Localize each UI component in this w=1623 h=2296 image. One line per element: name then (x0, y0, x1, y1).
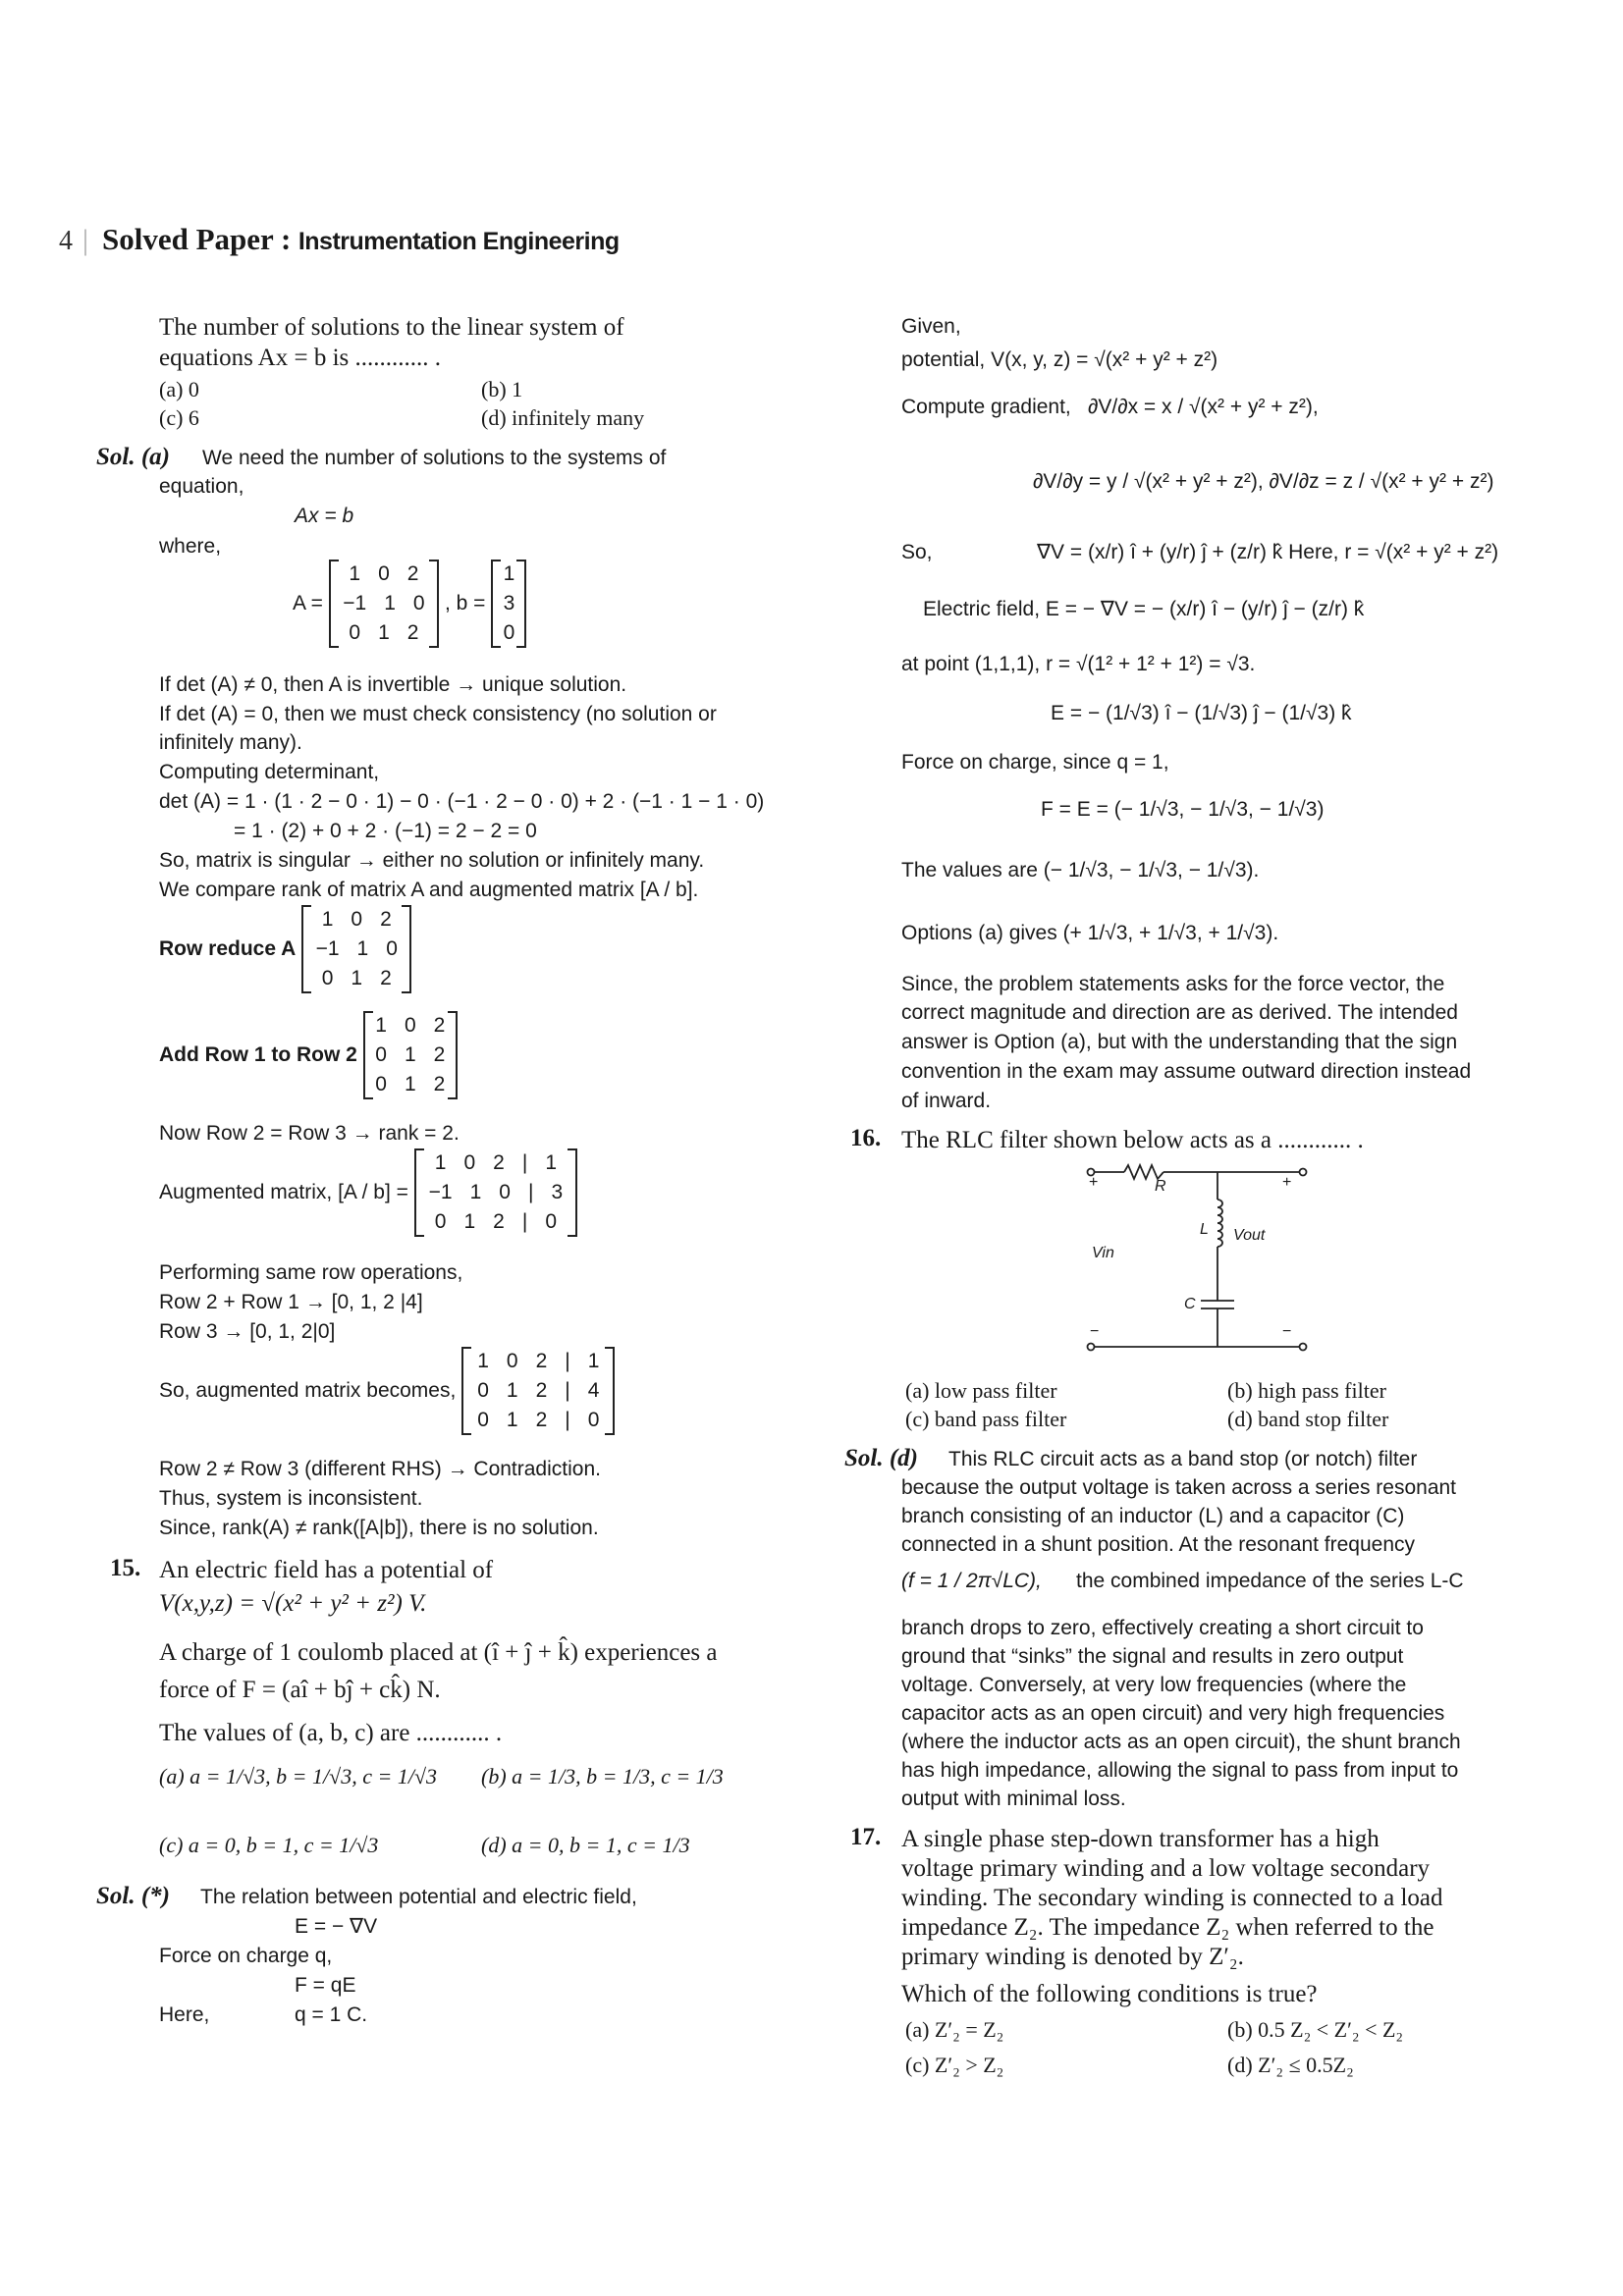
solution-line: We compare rank of matrix A and augmented matrix [A / b]. (159, 879, 699, 901)
option-a: (a) Z′₂ = Z₂ (905, 2017, 1004, 2042)
question-text: force of F = (aî + bĵ + ck̂) N. (159, 1677, 441, 1703)
matrix-A (329, 560, 439, 648)
equation: q = 1 C. (295, 2003, 368, 2026)
solution-heading: Sol. (d) (844, 1445, 918, 1471)
solution-line: voltage. Conversely, at very low frequencies (where the (901, 1674, 1407, 1696)
matrix-row: 1 0 2 (349, 562, 419, 585)
solution-line: the combined impedance of the series L-C (1076, 1570, 1464, 1592)
solution-line: So, (901, 541, 933, 563)
solution-line: The relation between potential and electric field, (200, 1886, 637, 1908)
solution-line: because the output voltage is taken across a series resonant (901, 1476, 1457, 1499)
augmented-block (159, 1148, 577, 1237)
solution-line: branch drops to zero, effectively creating a short circuit to (901, 1617, 1424, 1639)
solution-line: We need the number of solutions to the systems of (202, 447, 667, 469)
option-d: (d) infinitely many (481, 405, 645, 430)
question-number: 15. (110, 1555, 141, 1581)
solution-line: Now Row 2 = Row 3 → rank = 2. (159, 1122, 460, 1145)
equation: E = − (1/√3) î − (1/√3) ĵ − (1/√3) k̂ (1051, 702, 1352, 724)
solution-line: equation, (159, 475, 244, 498)
question-text: An electric field has a potential of (159, 1557, 494, 1583)
question-text: impedance Z₂. The impedance Z₂ when referred to the (901, 1914, 1434, 1941)
option-c: (c) a = 0, b = 1, c = 1/√3 (159, 1833, 379, 1857)
page-header (59, 222, 620, 257)
rlc-circuit-diagram (1085, 1160, 1311, 1357)
output-terminal-bottom (1300, 1344, 1307, 1351)
question-text: primary winding is denoted by Z′₂. (901, 1944, 1244, 1970)
output-terminal-top (1300, 1169, 1307, 1176)
question-text: The values of (a, b, c) are ............ . (159, 1720, 503, 1746)
equation: ∂V/∂y = y / √(x² + y² + z²), ∂V/∂z = z / √(x² + y² + z²) (1033, 470, 1494, 493)
solution-line: Compute gradient, (901, 396, 1071, 418)
equation: Electric field, E = − ∇V = − (x/r) î − (y/r) ĵ − (z/r) k̂ (923, 598, 1365, 620)
solution-line: branch consisting of an inductor (L) and a capacitor (C) (901, 1505, 1405, 1527)
solution-line: Row 2 ≠ Row 3 (different RHS) → Contradiction. (159, 1458, 601, 1480)
solution-line: Thus, system is inconsistent. (159, 1487, 423, 1510)
minus-sign: − (1090, 1323, 1100, 1340)
vector-b: 1 3 0 (491, 560, 526, 648)
solution-line: det (A) = 1 · (1 · 2 − 0 · 1) − 0 · (−1 · 2 − 0 · 0) + 2 · (−1 · 1 − 1 · 0) (159, 790, 765, 813)
option-c: (c) band pass filter (905, 1407, 1067, 1431)
solution-line: has high impedance, allowing the signal to pass from input to (901, 1759, 1459, 1782)
solution-line: Row 3 → [0, 1, 2|0] (159, 1320, 336, 1343)
vin-label: Vin (1092, 1245, 1114, 1261)
header-subtitle: Instrumentation Engineering (298, 228, 620, 255)
equation: E = − ∇V (295, 1915, 378, 1938)
option-b: (b) 1 (481, 377, 523, 401)
vout-label: Vout (1233, 1227, 1266, 1244)
option-b: (b) 0.5 Z₂ < Z′₂ < Z₂ (1227, 2017, 1404, 2042)
solution-heading: Sol. (*) (96, 1883, 170, 1909)
augmented-label: Augmented matrix, [A / b] = (159, 1181, 408, 1203)
solution-line: If det (A) ≠ 0, then A is invertible → unique solution. (159, 673, 627, 696)
header-title: Solved Paper : (102, 222, 292, 256)
question-text: voltage primary winding and a low voltage secondary (901, 1855, 1431, 1882)
solution-line: Force on charge q, (159, 1945, 333, 1967)
matrix-row: 0 1 2 (349, 621, 419, 644)
equation: F = qE (295, 1974, 356, 1997)
matrix-augmented-2: 1 0 2 | 1 0 1 2 | 4 0 1 2 | 0 (461, 1347, 615, 1435)
option-a: (a) 0 (159, 377, 199, 401)
matrix-row: −1 1 0 (343, 592, 425, 614)
equation: The values are (− 1/√3, − 1/√3, − 1/√3). (901, 859, 1260, 881)
question-linear-text2: equations Ax = b is ............ . (159, 345, 442, 371)
equation: ∂V/∂x = x / √(x² + y² + z²), (1088, 396, 1319, 418)
solution-line: potential, V(x, y, z) = √(x² + y² + z²) (901, 348, 1218, 371)
question-number: 16. (850, 1125, 882, 1151)
question-text: Which of the following conditions is true? (901, 1981, 1318, 2007)
solution-line: convention in the exam may assume outward direction instead (901, 1060, 1472, 1083)
resonant-frequency: (f = 1 / 2π√LC), (901, 1570, 1042, 1592)
option-c: (c) 6 (159, 405, 199, 430)
question-text: winding. The secondary winding is connected to a load (901, 1885, 1443, 1911)
equation: ∇V = (x/r) î + (y/r) ĵ + (z/r) k̂ Here, r = √(x² + y² + z²) (1037, 541, 1499, 563)
solution-line: Force on charge, since q = 1, (901, 751, 1169, 774)
equation: at point (1,1,1), r = √(1² + 1² + 1²) = √3. (901, 653, 1256, 675)
augmented2-label: So, augmented matrix becomes, (159, 1379, 457, 1402)
option-a: (a) low pass filter (905, 1378, 1057, 1403)
inductor-label: L (1200, 1221, 1209, 1238)
vector-label: , b = (444, 592, 486, 614)
solution-line: of inward. (901, 1090, 992, 1112)
resistor-label: R (1155, 1178, 1166, 1195)
question-linear-text1: The number of solutions to the linear system of (159, 314, 624, 341)
matrix-add: 1 0 2 0 1 2 0 1 2 (363, 1011, 458, 1099)
augmented2-block (159, 1347, 615, 1435)
row-reduce-label: Row reduce A (159, 937, 297, 960)
row-reduce-block (159, 905, 411, 993)
equation: Options (a) gives (+ 1/√3, + 1/√3, + 1/√3). (901, 922, 1279, 944)
solution-line: Given, (901, 315, 961, 338)
matrix-rr: 1 0 2 −1 1 0 0 1 2 (301, 905, 411, 993)
question-text: V(x,y,z) = √(x² + y² + z²) V. (159, 1590, 427, 1617)
solution-line: Row 2 + Row 1 → [0, 1, 2 |4] (159, 1291, 423, 1313)
plus-sign: + (1282, 1174, 1292, 1191)
question-text: A charge of 1 coulomb placed at (î + ĵ + k̂) experiences a (159, 1639, 718, 1666)
solution-line: If det (A) = 0, then we must check consistency (no solution or (159, 703, 717, 725)
input-terminal-bottom (1088, 1344, 1095, 1351)
solution-line: Here, (159, 2003, 210, 2026)
solution-line: So, matrix is singular → either no solution or infinitely many. (159, 849, 705, 872)
add-row-block (159, 1011, 458, 1099)
option-b: (b) high pass filter (1227, 1378, 1386, 1403)
option-d: (d) band stop filter (1227, 1407, 1389, 1431)
solution-line: output with minimal loss. (901, 1788, 1126, 1810)
option-a: (a) a = 1/√3, b = 1/√3, c = 1/√3 (159, 1764, 438, 1789)
option-d: (d) Z′₂ ≤ 0.5Z₂ (1227, 2053, 1354, 2077)
solution-line: answer is Option (a), but with the understanding that the sign (901, 1031, 1458, 1053)
solution-line: This RLC circuit acts as a band stop (or notch) filter (948, 1448, 1418, 1470)
option-c: (c) Z′₂ > Z₂ (905, 2053, 1004, 2077)
inductor-L (1217, 1200, 1222, 1247)
add-row-label: Add Row 1 to Row 2 (159, 1043, 357, 1066)
solution-line: (where the inductor acts as an open circuit), the shunt branch (901, 1731, 1461, 1753)
option-d: (d) a = 0, b = 1, c = 1/3 (481, 1833, 690, 1857)
question-text: A single phase step-down transformer has a high (901, 1826, 1380, 1852)
minus-sign: − (1282, 1323, 1292, 1340)
equation: F = E = (− 1/√3, − 1/√3, − 1/√3) (1041, 798, 1325, 821)
matrix-label: A = (293, 592, 323, 614)
plus-sign: + (1089, 1174, 1099, 1191)
question-number: 17. (850, 1824, 882, 1850)
option-b: (b) a = 1/3, b = 1/3, c = 1/3 (481, 1764, 724, 1789)
solution-line: Performing same row operations, (159, 1261, 463, 1284)
equation: Ax = b (295, 505, 354, 527)
solution-line: Since, the problem statements asks for the force vector, the (901, 973, 1445, 995)
page-number: 4 (59, 226, 73, 256)
solution-line: = 1 · (2) + 0 + 2 · (−1) = 2 − 2 = 0 (234, 820, 537, 842)
question-text: The RLC filter shown below acts as a ............ . (901, 1127, 1364, 1153)
solution-line: Computing determinant, (159, 761, 380, 783)
solution-line: ground that “sinks” the signal and results in zero output (901, 1645, 1404, 1668)
matrix-A-block (293, 560, 526, 648)
solution-line: where, (159, 535, 222, 558)
resistor-R (1124, 1165, 1163, 1179)
solution-line: infinitely many). (159, 731, 302, 754)
solution-line: correct magnitude and direction are as derived. The intended (901, 1001, 1458, 1024)
header-separator: | (82, 224, 89, 256)
solution-line: capacitor acts as an open circuit) and very high frequencies (901, 1702, 1445, 1725)
solution-line: connected in a shunt position. At the resonant frequency (901, 1533, 1416, 1556)
matrix-augmented: 1 0 2 | 1 −1 1 0 | 3 0 1 2 | 0 (414, 1148, 577, 1237)
capacitor-label: C (1184, 1296, 1196, 1312)
solution-heading: Sol. (a) (96, 444, 170, 470)
solution-line: Since, rank(A) ≠ rank([A|b]), there is no solution. (159, 1517, 599, 1539)
